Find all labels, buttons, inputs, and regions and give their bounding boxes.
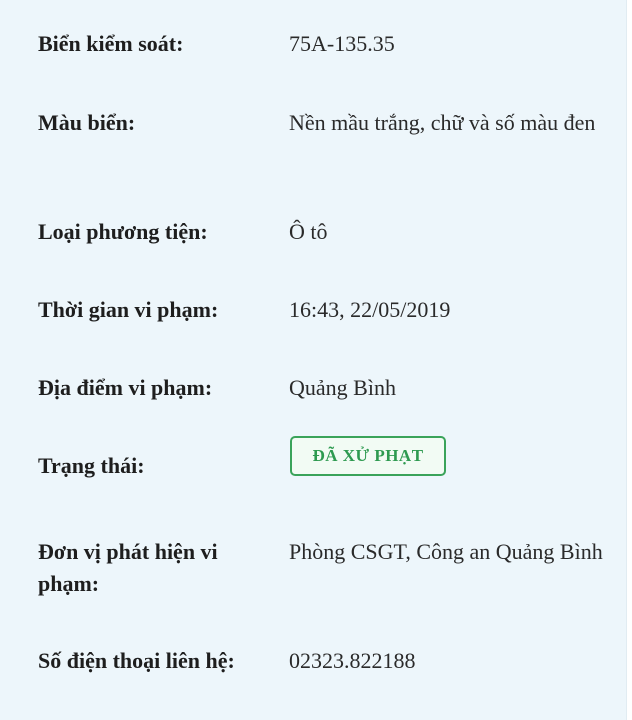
- field-label: Màu biển:: [38, 110, 136, 135]
- field-value: 75A-135.35: [289, 31, 395, 56]
- field-value: 16:43, 22/05/2019: [289, 297, 451, 322]
- field-value: Phòng CSGT, Công an Quảng Bình: [289, 539, 603, 564]
- field-label: Số điện thoại liên hệ:: [38, 648, 235, 673]
- field-label: Loại phương tiện:: [38, 219, 208, 244]
- field-label: Thời gian vi phạm:: [38, 297, 219, 322]
- field-label: Trạng thái:: [38, 453, 145, 478]
- status-badge: ĐÃ XỬ PHẠT: [290, 436, 446, 476]
- field-label: Đơn vị phát hiện vi phạm:: [38, 539, 218, 596]
- field-value: 02323.822188: [289, 648, 416, 673]
- field-value: Nền mầu trắng, chữ và số màu đen: [289, 110, 596, 135]
- field-value: Quảng Bình: [289, 375, 396, 400]
- field-label: Biển kiểm soát:: [38, 31, 184, 56]
- field-value: Ô tô: [289, 219, 328, 244]
- field-label: Địa điểm vi phạm:: [38, 375, 213, 400]
